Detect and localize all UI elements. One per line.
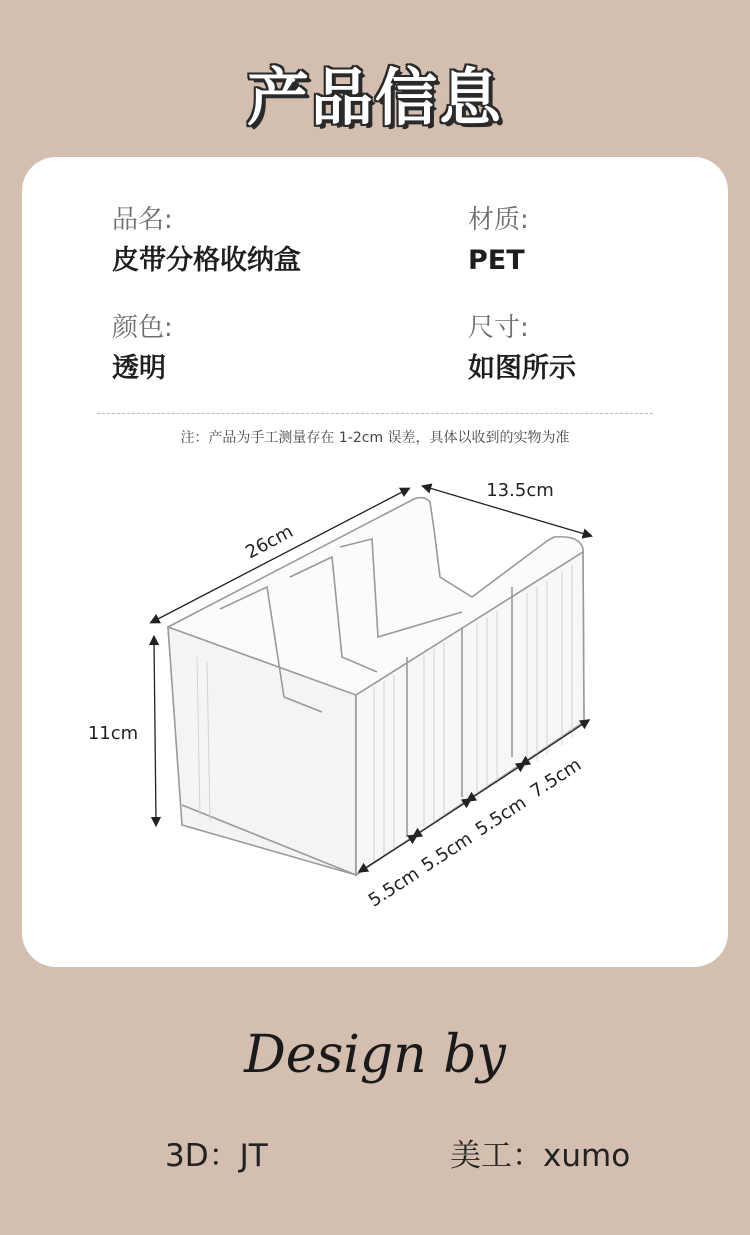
measurement-note: 注：产品为手工测量存在 1-2cm 误差，具体以收到的实物为准 <box>180 430 570 446</box>
spec-color-value: 透明 <box>112 353 166 384</box>
width-label: 13.5cm <box>486 480 554 501</box>
credit-3d: 3D：JT <box>165 1138 268 1174</box>
signature-text: Design by <box>244 1025 506 1085</box>
spec-name-value: 皮带分格收纳盒 <box>112 245 301 276</box>
compartment-label-1: 5.5cm <box>364 863 424 912</box>
design-by-signature <box>0 1010 750 1100</box>
length-label: 26cm <box>242 521 297 564</box>
product-dimension-diagram <box>22 157 728 967</box>
organizer-box-illustration <box>168 498 584 875</box>
compartment-label-2: 5.5cm <box>417 828 477 877</box>
spec-size-value: 如图所示 <box>468 353 576 384</box>
compartment-label-3: 5.5cm <box>471 792 531 841</box>
height-line <box>154 640 156 822</box>
product-info-card <box>22 157 728 967</box>
spec-size-label: 尺寸: <box>468 313 529 343</box>
credit-art: 美工：xumo <box>450 1138 631 1174</box>
page-title: 产品信息 <box>246 61 503 134</box>
height-label: 11cm <box>87 723 139 744</box>
spec-name-label: 品名: <box>112 205 173 235</box>
compartment-label-4: 7.5cm <box>526 754 586 803</box>
spec-material-label: 材质: <box>468 205 529 235</box>
spec-color-label: 颜色: <box>112 313 173 343</box>
spec-material-value: PET <box>468 245 525 276</box>
